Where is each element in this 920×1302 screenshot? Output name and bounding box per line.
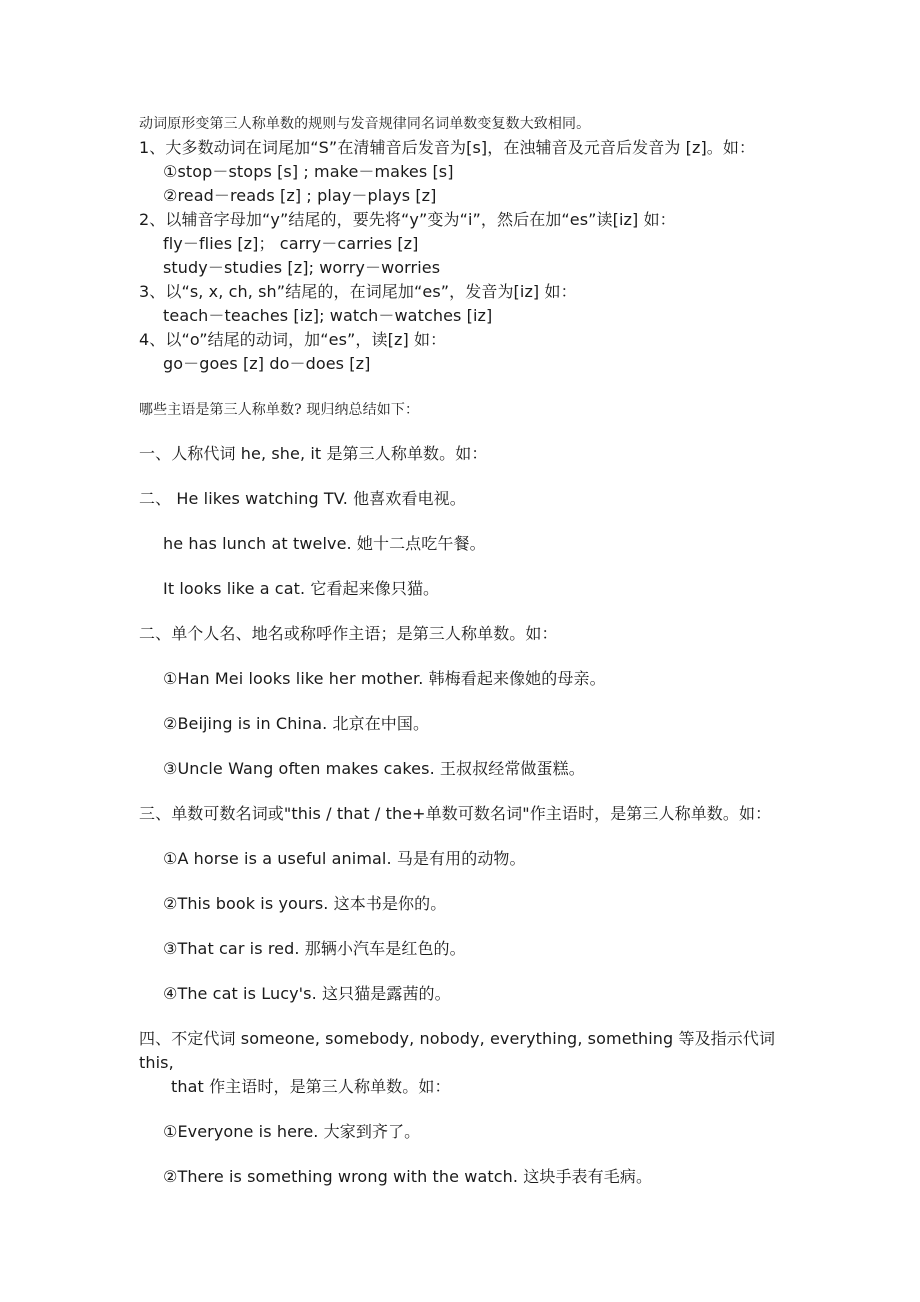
rule-1-head: 1、大多数动词在词尾加“S”在清辅音后发音为[s]，在浊辅音及元音后发音为 [z]。如：: [139, 138, 756, 157]
section-4-head-line-3: that 作主语时，是第三人称单数。如：: [171, 1077, 451, 1096]
rule-3-example-1: teach－teaches [iz]; watch－watches [iz]: [163, 306, 493, 325]
section-4-example-2: ②There is something wrong with the watch. 这块手表有毛病。: [163, 1167, 653, 1186]
section-3-example-1: ①A horse is a useful animal. 马是有用的动物。: [163, 849, 526, 868]
rule-2-example-1: fly－flies [z]； carry－carries [z]: [163, 234, 419, 253]
rule-4-example-1: go－goes [z] do－does [z]: [163, 354, 371, 373]
intro-text: 动词原形变第三人称单数的规则与发音规律同名词单数变复数大致相同。: [139, 116, 591, 132]
section-3-example-4: ④The cat is Lucy's. 这只猫是露茜的。: [163, 984, 451, 1003]
section-2-example-2: ②Beijing is in China. 北京在中国。: [163, 714, 430, 733]
section-1-example-1: 二、 He likes watching TV. 他喜欢看电视。: [139, 489, 466, 508]
section-3-example-3: ③That car is red. 那辆小汽车是红色的。: [163, 939, 466, 958]
section-4-head-line-2: this,: [139, 1053, 174, 1072]
rule-1-example-1: ①stop－stops [s] ; make－makes [s]: [163, 162, 454, 181]
rule-2-example-2: study－studies [z]; worry－worries: [163, 258, 441, 277]
rule-4-head: 4、以“o”结尾的动词，加“es”，读[z] 如：: [139, 330, 447, 349]
section-2-head: 二、单个人名、地名或称呼作主语；是第三人称单数。如：: [139, 624, 558, 643]
section-4-example-1: ①Everyone is here. 大家到齐了。: [163, 1122, 421, 1141]
section-1-example-2: he has lunch at twelve. 她十二点吃午餐。: [163, 534, 486, 553]
rule-1-example-2: ②read－reads [z] ; play－plays [z]: [163, 186, 437, 205]
rule-3-head: 3、以“s, x, ch, sh”结尾的，在词尾加“es”，发音为[iz] 如：: [139, 282, 577, 301]
section-1-example-3: It looks like a cat. 它看起来像只猫。: [163, 579, 440, 598]
section-3-example-2: ②This book is yours. 这本书是你的。: [163, 894, 447, 913]
rule-2-head: 2、以辅音字母加“y”结尾的，要先将“y”变为“i”，然后在加“es”读[iz] 如：: [139, 210, 676, 229]
section-2-example-1: ①Han Mei looks like her mother. 韩梅看起来像她的母亲。: [163, 669, 606, 688]
section-1-head: 一、人称代词 he, she, it 是第三人称单数。如：: [139, 444, 488, 463]
question-text: 哪些主语是第三人称单数? 现归纳总结如下：: [139, 402, 420, 418]
section-3-head: 三、单数可数名词或"this / that / the+单数可数名词"作主语时，是第三人称单数。如：: [139, 804, 772, 823]
section-2-example-3: ③Uncle Wang often makes cakes. 王叔叔经常做蛋糕。: [163, 759, 585, 778]
section-4-head-line-1: 四、不定代词 someone, somebody, nobody, everything, something 等及指示代词: [139, 1029, 776, 1048]
